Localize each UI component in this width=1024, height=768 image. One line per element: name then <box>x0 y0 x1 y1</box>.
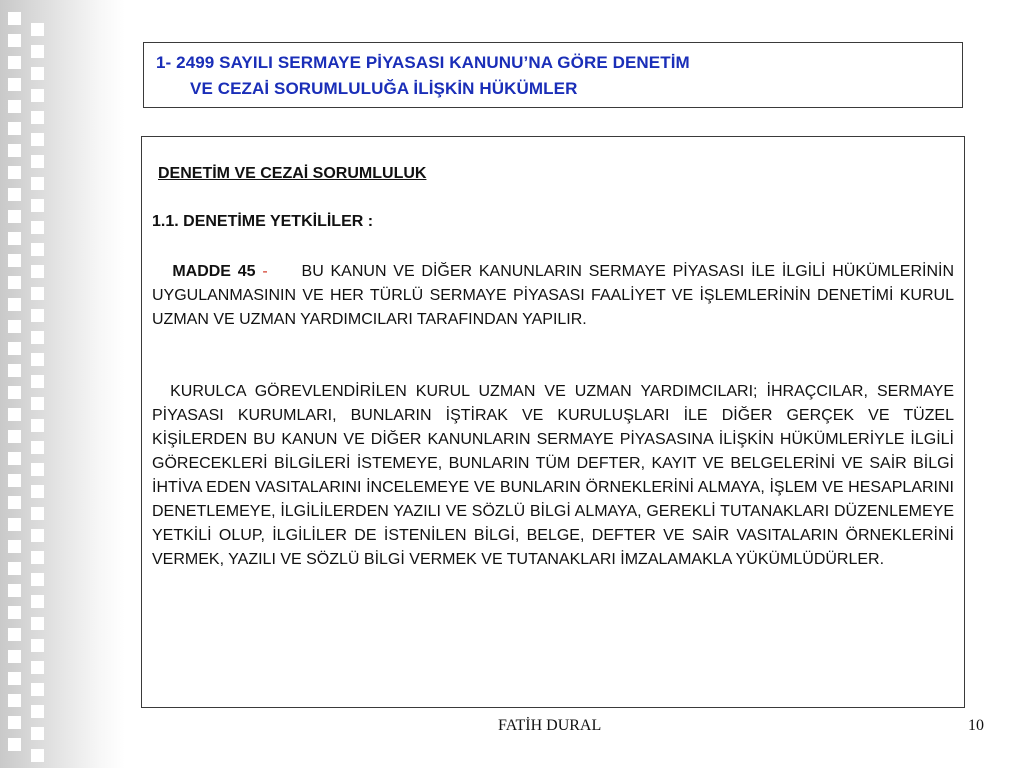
decorative-square <box>31 639 44 652</box>
decorative-square <box>8 298 21 311</box>
slide-title-line1: 1- 2499 SAYILI SERMAYE PİYASASI KANUNU’NA GÖRE DENETİM <box>156 53 690 72</box>
decorative-square <box>8 12 21 25</box>
decorative-square <box>31 177 44 190</box>
decorative-square <box>8 210 21 223</box>
authority-text: KURULCA GÖREVLENDİRİLEN KURUL UZMAN VE UZMAN YARDIMCILARI; İHRAÇCILAR, SERMAYE PİYASASI KURUMLARI, BUNLARIN İŞTİRAK VE KURULUŞLARI İLE DİĞER GERÇEK VE TÜZEL KİŞİLERDEN BU KANUN VE DİĞER KANUNLARIN SERMAYE PİYASASINA İLİŞKİN HÜKÜMLERİYLE İLGİLİ GÖRECEKLERİ BİLGİLERİ İSTEMEYE, BUNLARIN TÜM DEFTER, KAYIT VE BELGELERİNİ VE SAİR BİLGİ İHTİVA EDEN VASITALARINI İNCELEMEYE VE BUNLARIN ÖRNEKLERİNİ ALMAYA, İŞLEM VE HESAPLARINI DENETLEMEYE, İLGİLİLERDEN YAZILI VE SÖZLÜ BİLGİ ALMAYA, GEREKLİ TUTANAKLARI DÜZENLEMEYE YETKİLİ OLUP, İLGİLİLER DE İSTENİLEN BİLGİ, BELGE, DEFTER VE SAİR VASITALARIN ÖRNEKLERİNİ VERMEK, YAZILI VE SÖZLÜ BİLGİ VERMEK VE TUTANAKLARI İMZALAMAKLA YÜKÜMLÜDÜRLER. <box>152 383 954 568</box>
decorative-square <box>8 672 21 685</box>
decorative-square <box>8 408 21 421</box>
article-text: BU KANUN VE DİĞER KANUNLARIN SERMAYE PİYASASI İLE İLGİLİ HÜKÜMLERİNİN UYGULANMASININ VE HER TÜRLÜ SERMAYE PİYASASI FAALİYET VE İŞLEMLERİNİN DENETİMİ KURUL UZMAN VE UZMAN YARDIMCILARI TARAFINDAN YAPILIR. <box>152 263 955 328</box>
decorative-square <box>8 364 21 377</box>
decorative-square <box>31 375 44 388</box>
decorative-square <box>31 309 44 322</box>
decorative-square <box>8 540 21 553</box>
decorative-square <box>31 727 44 740</box>
decorative-square <box>8 100 21 113</box>
article-dash: - <box>262 263 268 280</box>
decorative-square <box>31 67 44 80</box>
decorative-square <box>8 232 21 245</box>
decorative-square <box>8 716 21 729</box>
decorative-square <box>8 342 21 355</box>
decorative-square <box>8 276 21 289</box>
decorative-square <box>8 56 21 69</box>
decorative-square <box>8 254 21 267</box>
authority-paragraph <box>152 380 954 572</box>
decorative-square <box>8 606 21 619</box>
decorative-square <box>31 45 44 58</box>
decorative-square <box>8 628 21 641</box>
decorative-square <box>31 243 44 256</box>
decorative-square <box>31 199 44 212</box>
decorative-square <box>31 485 44 498</box>
decorative-square <box>31 111 44 124</box>
decorative-square <box>8 144 21 157</box>
decorative-square <box>8 320 21 333</box>
decorative-square <box>31 507 44 520</box>
slide-title-line2: VE CEZAİ SORUMLULUĞA İLİŞKİN HÜKÜMLER <box>190 79 578 98</box>
decorative-square <box>31 287 44 300</box>
content-box <box>141 136 965 708</box>
article-paragraph <box>152 260 954 332</box>
decorative-square <box>8 166 21 179</box>
decorative-square <box>31 573 44 586</box>
decorative-square <box>31 133 44 146</box>
decorative-square <box>31 617 44 630</box>
decorative-square <box>31 441 44 454</box>
title-box <box>143 42 963 108</box>
subsection-heading: 1.1. DENETİME YETKİLİLER : <box>152 213 374 230</box>
decorative-square <box>8 452 21 465</box>
decorative-square <box>8 430 21 443</box>
decorative-square <box>8 562 21 575</box>
decorative-square <box>31 419 44 432</box>
decorative-square <box>8 474 21 487</box>
decorative-square <box>31 683 44 696</box>
decorative-square <box>31 705 44 718</box>
section-heading: DENETİM VE CEZAİ SORUMLULUK <box>158 165 427 182</box>
decorative-square <box>31 595 44 608</box>
decorative-square <box>8 650 21 663</box>
decorative-square <box>31 155 44 168</box>
decorative-square <box>31 331 44 344</box>
decorative-square <box>8 738 21 751</box>
decorative-square <box>8 496 21 509</box>
decorative-square <box>8 694 21 707</box>
decorative-square-column <box>31 0 45 768</box>
decorative-square <box>8 78 21 91</box>
page-number: 10 <box>968 717 984 734</box>
footer-author: FATİH DURAL <box>498 717 602 734</box>
decorative-square <box>8 34 21 47</box>
decorative-square <box>31 397 44 410</box>
decorative-square <box>31 551 44 564</box>
decorative-square <box>31 661 44 674</box>
decorative-side-strip <box>0 0 125 768</box>
decorative-square <box>8 584 21 597</box>
decorative-square <box>31 353 44 366</box>
decorative-square <box>8 188 21 201</box>
article-label: MADDE 45 <box>172 263 256 280</box>
decorative-square <box>8 122 21 135</box>
decorative-square <box>31 463 44 476</box>
decorative-square <box>31 749 44 762</box>
decorative-square-column <box>8 0 22 768</box>
decorative-square <box>31 89 44 102</box>
decorative-square <box>31 221 44 234</box>
decorative-square <box>31 265 44 278</box>
decorative-square <box>31 529 44 542</box>
decorative-square <box>8 518 21 531</box>
decorative-square <box>8 386 21 399</box>
decorative-square <box>31 23 44 36</box>
